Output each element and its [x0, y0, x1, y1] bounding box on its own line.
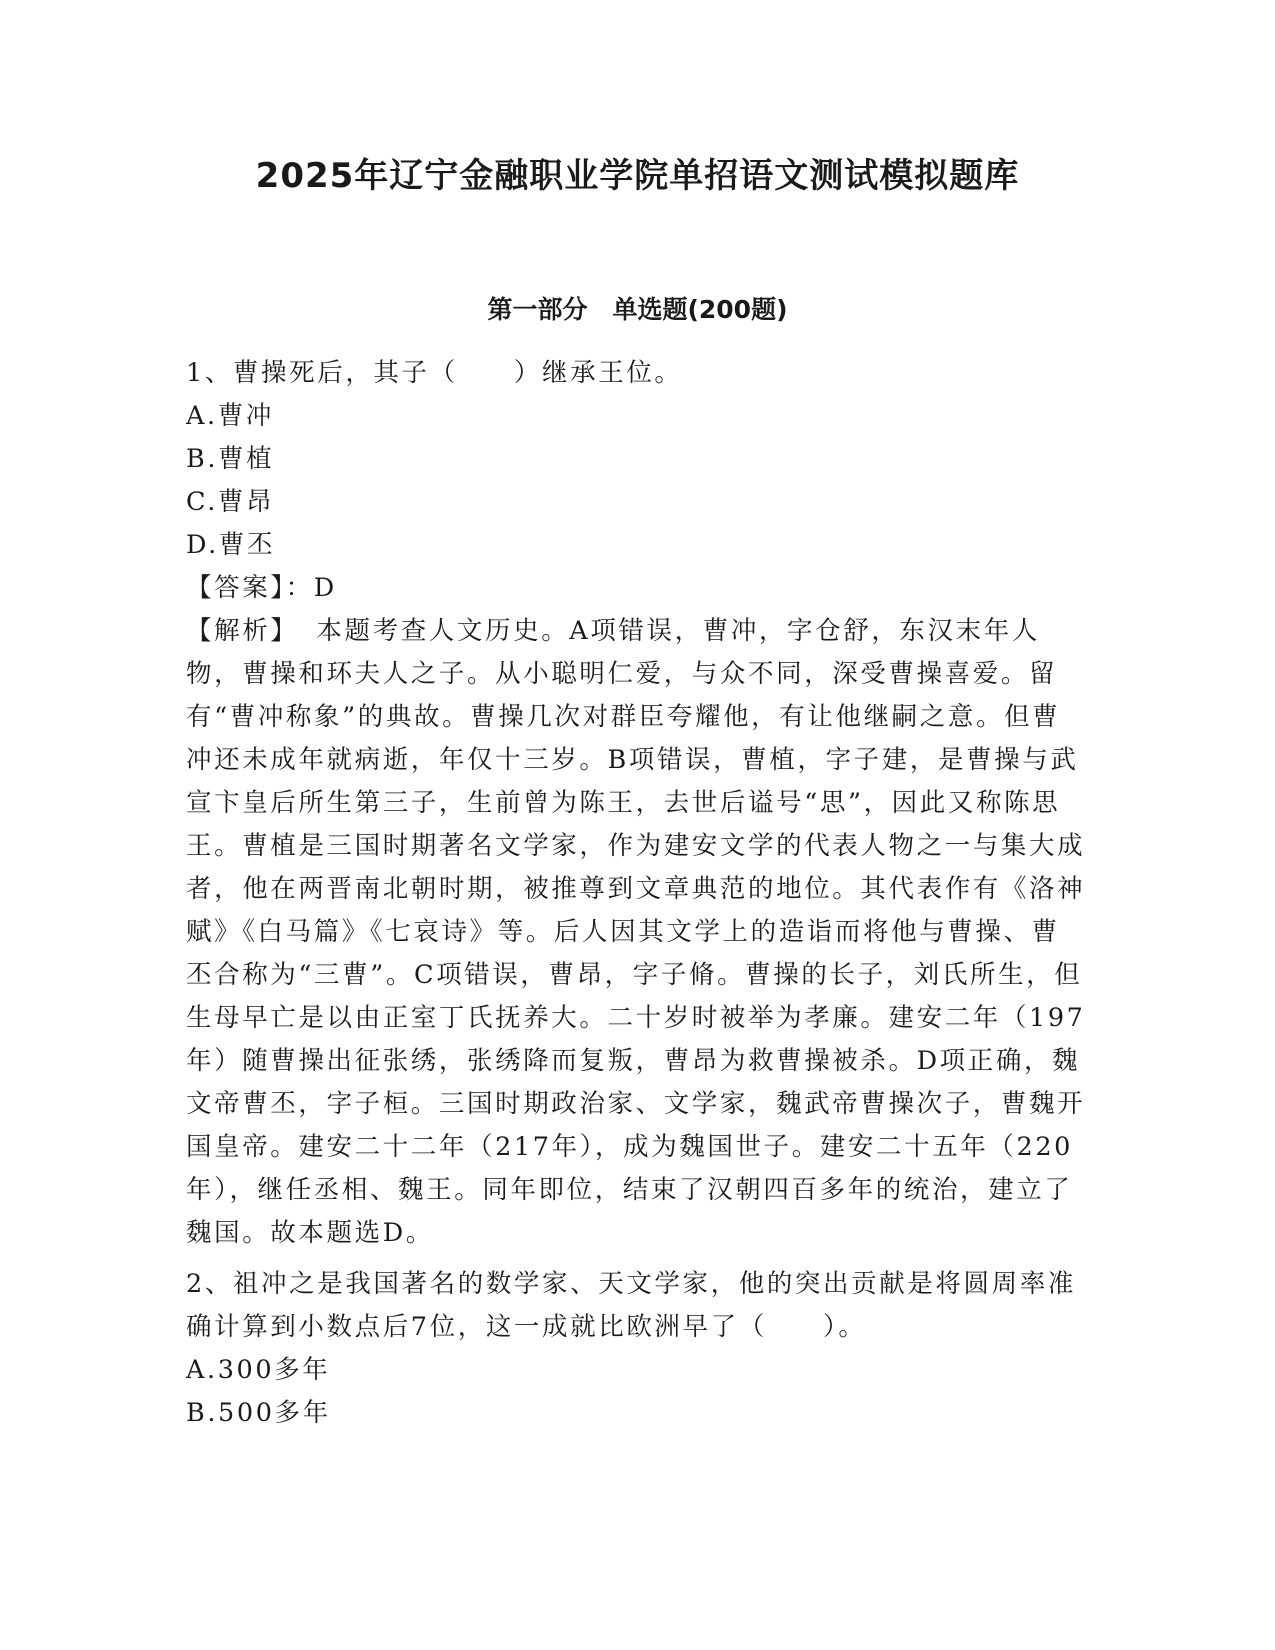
option-a: A.300多年: [186, 1355, 331, 1385]
question-stem: 1、曹操死后，其子（ ）继承王位。: [186, 358, 683, 388]
option-b: B.曹植: [186, 444, 275, 474]
section-heading: 第一部分 单选题(200题): [487, 295, 788, 324]
option-a: A.曹冲: [186, 401, 274, 431]
question-stem: 2、祖冲之是我国著名的数学家、天文学家，他的突出贡献是将圆周率准确计算到小数点后7位，这一成就比欧洲早了（ ）。: [186, 1269, 1076, 1342]
answer-label: 【答案】：: [186, 573, 314, 603]
answer-value: D: [313, 573, 337, 603]
explanation-text: 本题考查人文历史。A项错误，曹冲，字仓舒，东汉末年人物，曹操和环夫人之子。从小聪明仁爱，与众不同，深受曹操喜爱。留有“曹冲称象”的典故。曹操几次对群臣夸耀他，有让他继嗣之意。但曹冲还未成年就病逝，年仅十三岁。B项错误，曹植，字子建，是曹操与武宣卞皇后所生第三子，生前曾为陈王，去世后谥号“思”，因此又称陈思王。曹植是三国时期著名文学家，作为建安文学的代表人物之一与集大成者，他在两晋南北朝时期，被推尊到文章典范的地位。其代表作有《洛神赋》《白马篇》《七哀诗》等。后人因其文学上的造诣而将他与曹操、曹丕合称为“三曹”。C项错误，曹昂，字子脩。曹操的长子，刘氏所生，但生母早亡是以由正室丁氏抚养大。二十岁时被举为孝廉。建安二年（197年）随曹操出征张绣，张绣降而复叛，曹昂为救曹操被杀。D项正确，魏文帝曹丕，字子桓。三国时期政治家、文学家，魏武帝曹操次子，曹魏开国皇帝。建安二十二年（217年），成为魏国世子。建安二十五年（220年），继任丞相、魏王。同年即位，结束了汉朝四百多年的统治，建立了魏国。故本题选D。: [186, 616, 1086, 1248]
option-b: B.500多年: [186, 1398, 331, 1428]
question-2: [186, 1263, 1086, 1435]
option-c: C.曹昂: [186, 487, 275, 517]
question-list: [186, 352, 1086, 1435]
option-d: D.曹丕: [186, 530, 276, 560]
explanation-label: 【解析】: [186, 616, 299, 646]
explanation: [186, 610, 1086, 1255]
answer-line: [186, 567, 1086, 610]
document-title: 2025年辽宁金融职业学院单招语文测试模拟题库: [255, 156, 1020, 196]
question-1: [186, 352, 1086, 1255]
